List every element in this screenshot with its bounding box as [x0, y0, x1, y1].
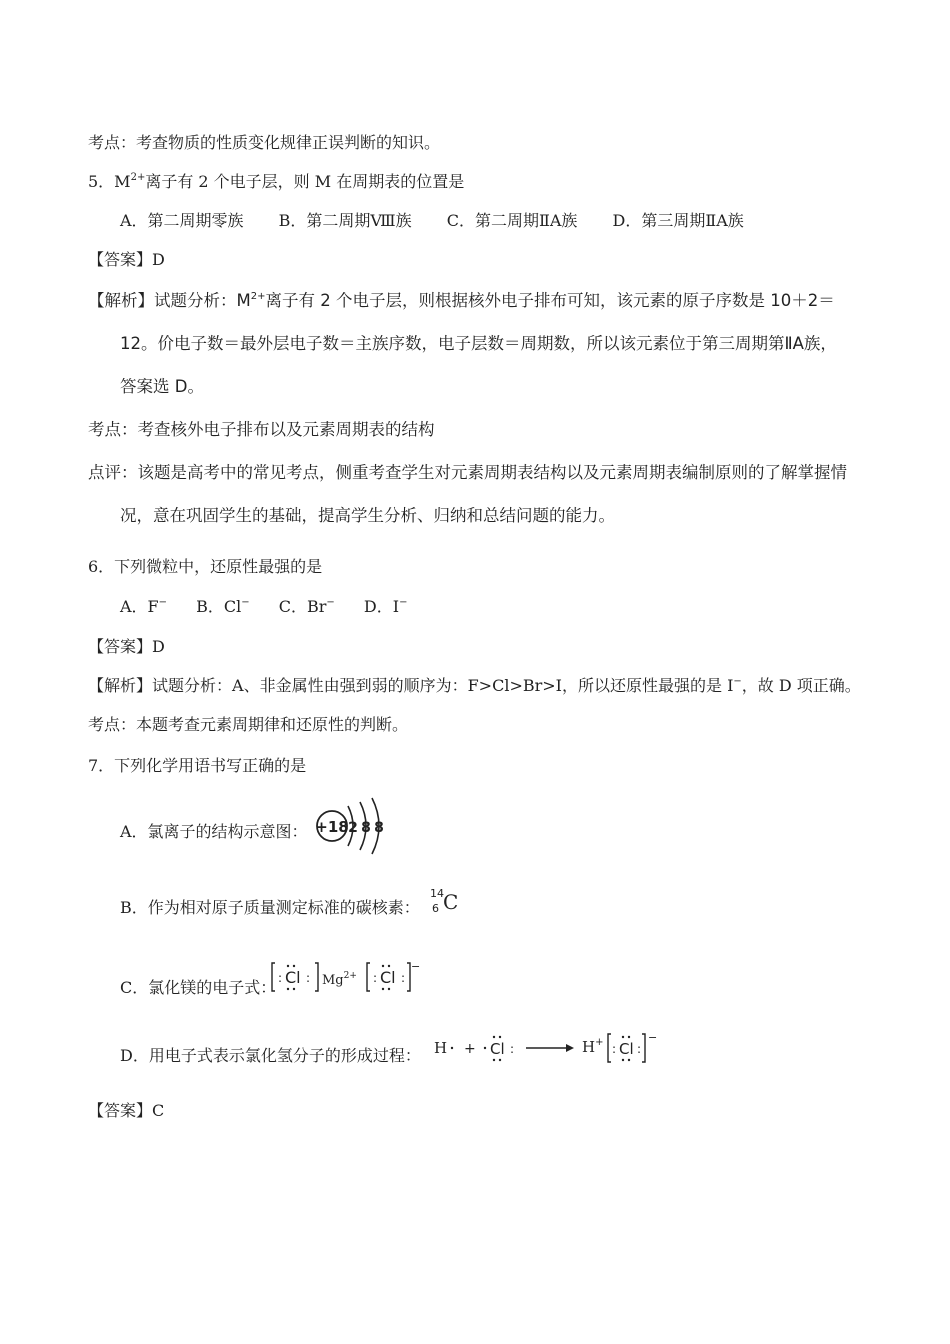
svg-text:Cl: Cl [380, 968, 396, 987]
q6-option-d: D．I− [363, 597, 408, 616]
kaodian-line-1: 考点：考查物质的性质变化规律正误判断的知识。 [88, 133, 441, 152]
q5-stem-sup: 2+ [130, 172, 146, 183]
svg-text::: : [373, 971, 378, 985]
q5-analysis-sup: 2+ [250, 291, 266, 302]
question-6-stem: 6．下列微粒中，还原性最强的是 [88, 557, 323, 576]
q5-pingjia-line-2: 况，意在巩固学生的基础，提高学生分析、归纳和总结问题的能力。 [120, 506, 615, 525]
q6-option-a: A．F− [120, 597, 168, 616]
svg-text:C: C [443, 890, 459, 914]
shell-1-count: 2 [348, 820, 358, 836]
q5-analysis-line-1 [88, 291, 835, 311]
q6-analysis-label: 【解析】 [88, 676, 153, 695]
q6-analysis [88, 676, 861, 696]
q5-option-a: A．第二周期零族 [120, 211, 244, 230]
q5-stem-pre: 5．M [88, 172, 131, 191]
q6-option-b: B．Cl− [196, 597, 250, 616]
q7-answer: 【答案】C [88, 1101, 165, 1120]
svg-text:−: − [411, 960, 420, 973]
q5-analysis-line-3: 答案选 D。 [120, 377, 204, 396]
nucleus-charge: +18 [315, 818, 349, 836]
q5-analysis-line-2: 12。价电子数＝最外层电子数＝主族序数，电子层数＝周期数，所以该元素位于第三周期第ⅡA族， [120, 334, 837, 353]
svg-text::: : [306, 971, 311, 985]
q5-kaodian: 考点：考查核外电子排布以及元素周期表的结构 [88, 420, 435, 439]
q6-option-c: C．Br− [278, 597, 335, 616]
carbon-nuclide-notation [428, 884, 468, 920]
svg-text:+: + [464, 1041, 476, 1057]
svg-text:−: − [648, 1031, 658, 1044]
question-6-options [120, 597, 431, 617]
svg-text:H+: H+ [582, 1037, 604, 1056]
q7-option-d: D．用电子式表示氯化氢分子的形成过程： [120, 1046, 421, 1065]
q5-answer: 【答案】D [88, 250, 165, 269]
svg-text::: : [510, 1042, 515, 1056]
q5-option-b: B．第二周期Ⅷ族 [278, 211, 412, 230]
q6-answer: 【答案】D [88, 637, 165, 656]
question-5-stem [88, 172, 464, 192]
svg-text:Mg2+: $Mg^{2+}$ [322, 971, 357, 988]
svg-text:14: 14 [430, 887, 444, 900]
svg-text::: : [401, 971, 406, 985]
chloride-ion-structure-diagram [310, 792, 390, 862]
svg-text:Cl: Cl [285, 968, 301, 987]
q6-analysis-a: 试题分析：A、非金属性由强到弱的顺序为：F>Cl>Br>I，所以还原性最强的是 I [152, 676, 734, 695]
svg-text:Cl: Cl [619, 1040, 634, 1058]
svg-text::: : [278, 971, 283, 985]
q5-analysis-1b: 离子有 2 个电子层，则根据核外电子排布可知，该元素的原子序数是 10＋2＝ [265, 291, 835, 310]
q5-pingjia-line-1: 点评：该题是高考中的常见考点，侧重考查学生对元素周期表结构以及元素周期表编制原则的了解掌握情 [88, 463, 847, 482]
shell-3-count: 8 [374, 820, 384, 836]
q5-stem-post: 离子有 2 个电子层，则 M 在周期表的位置是 [145, 172, 465, 191]
svg-text:6: 6 [432, 902, 439, 915]
q7-option-b: B．作为相对原子质量测定标准的碳核素： [120, 898, 420, 917]
svg-text::: : [637, 1042, 642, 1056]
question-7-stem: 7．下列化学用语书写正确的是 [88, 756, 307, 775]
q7-option-c: C．氯化镁的电子式： [120, 978, 277, 997]
q6-analysis-sup: − [733, 676, 742, 687]
q5-option-c: C．第二周期ⅡA族 [446, 211, 578, 230]
q5-option-d: D．第三周期ⅡA族 [612, 211, 744, 230]
question-5-options [120, 211, 774, 231]
hydrogen-chloride-formation-process [430, 1030, 660, 1066]
svg-text::: : [612, 1042, 617, 1056]
svg-text:Cl: Cl [490, 1040, 505, 1058]
shell-2-count: 8 [361, 820, 371, 836]
q7-option-a: A．氯离子的结构示意图： [120, 822, 308, 841]
q5-analysis-label: 【解析】 [88, 291, 154, 310]
q6-analysis-b: ，故 D 项正确。 [741, 676, 861, 695]
q6-kaodian: 考点：本题考查元素周期律和还原性的判断。 [88, 715, 409, 734]
svg-text:H: H [434, 1039, 448, 1057]
magnesium-chloride-electron-formula [270, 958, 420, 996]
q5-analysis-1a: 试题分析：M [154, 291, 251, 310]
